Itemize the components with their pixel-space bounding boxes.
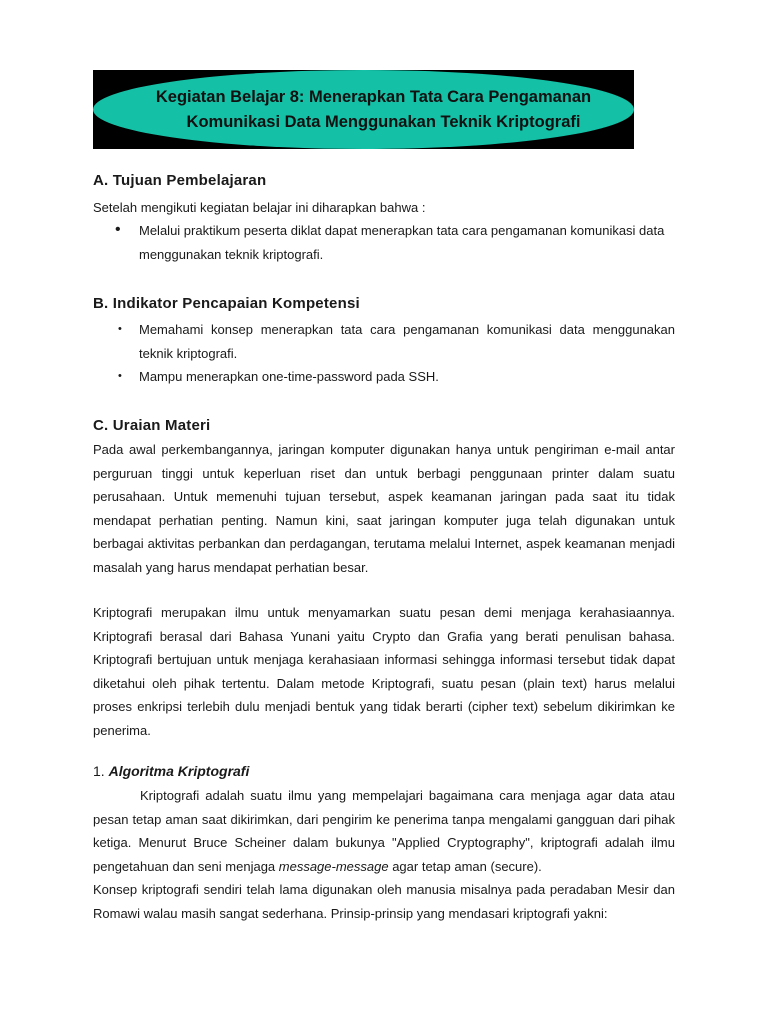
banner-title <box>93 85 634 135</box>
section-c-heading: C. Uraian Materi <box>93 417 211 434</box>
section-c-paragraph-1: Pada awal perkembangannya, jaringan komputer digunakan hanya untuk pengiriman e-mail antar perguruan tinggi untuk keperluan riset dan untuk berbagi penggunaan printer dalam suatu perusahaan. Untuk memenuhi tujuan tersebut, aspek keamanan jaringan pada saat itu tidak mendapat perhatian penting. Namun kini, saat jaringan komputer juga telah digunakan untuk berbagai aktivitas perbankan dan perdagangan, terutama melalui Internet, aspek keamanan menjadi masalah yang harus mendapat perhatian besar. <box>93 442 675 575</box>
section-c-paragraph-2: Kriptografi merupakan ilmu untuk menyamarkan suatu pesan demi menjaga kerahasiaannya. Kriptografi berasal dari Bahasa Yunani yaitu Crypto dan Grafia yang berati penulisan bahasa. Kriptografi bertujuan untuk menjaga kerahasiaan informasi sehingga informasi tersebut tidak dapat diketahui oleh pihak tertentu. Dalam metode Kriptografi, suatu pesan (plain text) harus melalui proses enkripsi terlebih dulu menjadi bentuk yang tidak berarti (cipher text) sebelum dikirimkan ke penerima. <box>93 605 675 738</box>
title-banner <box>93 70 634 149</box>
subsection-title: Algoritma Kriptografi <box>108 763 250 779</box>
section-a-bullet-1: Melalui praktikum peserta diklat dapat menerapkan tata cara pengamanan komunikasi data menggunakan teknik kriptografi. <box>139 223 665 262</box>
bullet-icon: • <box>118 323 122 335</box>
banner-title-line2: Komunikasi Data Menggunakan Teknik Kriptografi <box>186 113 581 131</box>
section-b-bullet-2: Mampu menerapkan one-time-password pada SSH. <box>139 369 439 384</box>
bullet-icon: • <box>115 221 121 238</box>
paragraph-text: agar tetap aman (secure). <box>388 858 542 874</box>
section-a-intro: Setelah mengikuti kegiatan belajar ini diharapkan bahwa : <box>93 200 426 215</box>
subsection-number: 1. <box>93 763 105 779</box>
section-b-heading: B. Indikator Pencapaian Kompetensi <box>93 295 360 312</box>
banner-title-line1: Kegiatan Belajar 8: Menerapkan Tata Cara Pengamanan <box>155 88 592 106</box>
paragraph-text: Kriptografi adalah suatu ilmu yang mempelajari bagaimana cara menjaga agar data atau pesan tetap aman saat dikirimkan, dari pengirim ke penerima tanpa mengalami gangguan dari pihak ketiga. Menurut Bruce Scheiner dalam bukunya "Applied Cryptography", kriptografi adalah ilmu pengetahuan dan seni menjaga <box>93 788 675 874</box>
bullet-icon: • <box>118 370 122 382</box>
subsection-paragraph-1 <box>93 784 675 878</box>
section-b-bullet-1: Memahami konsep menerapkan tata cara pengamanan komunikasi data menggunakan teknik kriptografi. <box>139 322 675 361</box>
section-a-heading: A. Tujuan Pembelajaran <box>93 172 267 189</box>
paragraph-italic-text: message-message <box>278 858 389 874</box>
subsection-paragraph-2: Konsep kriptografi sendiri telah lama digunakan oleh manusia misalnya pada peradaban Mesir dan Romawi walau masih sangat sederhana. Prinsip-prinsip yang mendasari kriptografi yakni: <box>93 882 675 921</box>
subsection-heading <box>93 760 249 784</box>
